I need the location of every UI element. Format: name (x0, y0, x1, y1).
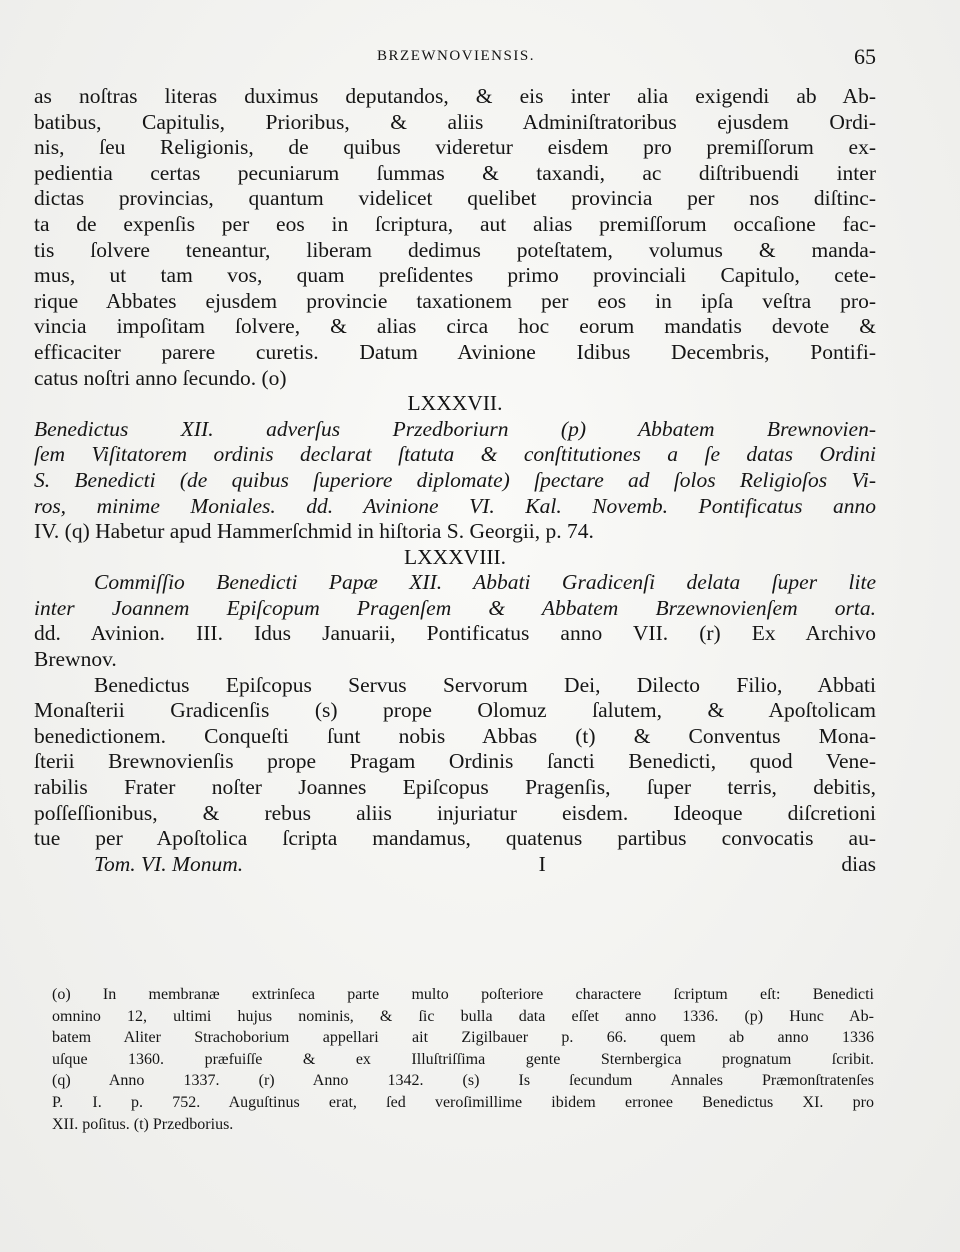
text-line: efficaciter parere curetis. Datum Avinione Idibus Decembris, Pontifi- (34, 339, 876, 364)
text-line: Brewnov. (34, 647, 117, 672)
page-number: 65 (854, 44, 876, 69)
text-line: Benedictus Epiſcopus Servus Servorum Dei, Dilecto Filio, Abbati (94, 672, 876, 697)
text-line: Commiſſio Benedicti Papæ XII. Abbati Gradicenſi delata ſuper lite (94, 570, 876, 595)
text-line: rique Abbates ejusdem provincie taxationem per eos in ipſa veſtra pro- (34, 288, 876, 313)
signature-mark: I (538, 851, 546, 876)
footnote-line: (o) In membranæ extrinſeca parte multo poſteriore charactere ſcriptum eſt: Benedicti (52, 986, 874, 1003)
text-line: vincia impoſitam ſolvere, & alias circa hoc eorum mandatis devote & (34, 314, 876, 339)
volume-mark: Tom. VI. Monum. (94, 851, 244, 876)
section-heading: LXXXVIII. (403, 544, 507, 569)
text-line: mus, ut tam vos, quam preſidentes primo provinciali Capitulo, cete- (34, 263, 876, 288)
page-header (36, 44, 876, 74)
text-line: nis, ſeu Religionis, de quibus videretur eisdem pro premiſſorum ex- (34, 135, 876, 160)
text-line: S. Benedicti (de quibus ſuperiore diplomate) ſpectare ad ſolos Religioſos Vi- (34, 467, 876, 492)
text-line: benedictionem. Conqueſti ſunt nobis Abbas (t) & Conventus Mona- (34, 723, 876, 748)
text-line: inter Joannem Epiſcopum Pragenſem & Abbatem Brzewnovienſem orta. (34, 595, 876, 620)
text-line: ſem Viſitatorem ordinis declarat ſtatuta & conſtitutiones a ſe datas Ordini (34, 442, 876, 467)
section-heading: LXXXVII. (407, 391, 503, 416)
text-line: ſterii Brewnovienſis prope Pragam Ordinis ſancti Benedicti, quod Vene- (34, 749, 876, 774)
footnote-line: XII. poſitus. (t) Przedborius. (52, 1115, 234, 1133)
main-text (34, 84, 876, 877)
footnote-line: P. I. p. 752. Auguſtinus erat, ſed veroſimillime ibidem erronee Benedictus XI. pro (52, 1093, 874, 1111)
footnote-line: uſque 1360. præfuiſſe & ex Illuſtriſſima gente Sternbergica prognatum ſcribit. (52, 1050, 874, 1068)
catchword: dias (841, 851, 876, 876)
text-line: dictas provincias, quantum videlicet quelibet provincia per nos diſtinc- (34, 186, 876, 211)
text-line: batibus, Capitulis, Prioribus, & aliis Adminiſtratoribus ejusdem Ordi- (34, 109, 876, 134)
text-line: as noſtras literas duximus deputandos, & eis inter alia exigendi ab Ab- (34, 84, 876, 108)
text-line: poſſeſſionibus, & rebus aliis injuriatur eisdem. Ideoque diſcretioni (34, 800, 876, 825)
text-line: dd. Avinion. III. Idus Januarii, Pontificatus anno VII. (r) Ex Archivo (34, 621, 876, 646)
running-head: BRZEWNOVIENSIS. (377, 48, 535, 64)
text-line: Monaſterii Gradicenſis (s) prope Olomuz ſalutem, & Apoſtolicam (34, 698, 876, 723)
text-line: Benedictus XII. adverſus Przedboriurn (p) Abbatem Brewnovien- (34, 416, 876, 441)
text-line: ros, minime Moniales. dd. Avinione VI. Kal. Novemb. Pontificatus anno (34, 493, 876, 518)
text-line: tue per Apoſtolica ſcripta mandamus, quatenus partibus convocatis au- (34, 826, 876, 851)
text-line: pedientia certas pecuniarum ſummas & taxandi, ac diſtribuendi inter (34, 160, 876, 185)
text-line: catus noſtri anno ſecundo. (o) (34, 365, 287, 390)
text-line: IV. (q) Habetur apud Hammerſchmid in hiſtoria S. Georgii, p. 74. (34, 519, 594, 544)
catchline (34, 852, 876, 878)
text-line: tis ſolvere teneantur, liberam dedimus poteſtatem, volumus & manda- (34, 237, 876, 262)
footnote-line: omnino 12, ultimi hujus nominis, & ſic bulla data eſſet anno 1336. (p) Hunc Ab- (52, 1007, 874, 1025)
text-line: ta de expenſis per eos in ſcriptura, aut alias premiſſorum occaſione fac- (34, 211, 876, 236)
footnotes (52, 984, 874, 1135)
footnote-line: (q) Anno 1337. (r) Anno 1342. (s) Is ſecundum Annales Præmonſtratenſes (52, 1072, 874, 1090)
text-line: rabilis Frater noſter Joannes Epiſcopus Pragenſis, ſuper terris, debitis, (34, 775, 876, 800)
footnote-line: batem Aliter Strachoborium appellari ait Zigilbauer p. 66. quem ab anno 1336 (52, 1029, 874, 1047)
